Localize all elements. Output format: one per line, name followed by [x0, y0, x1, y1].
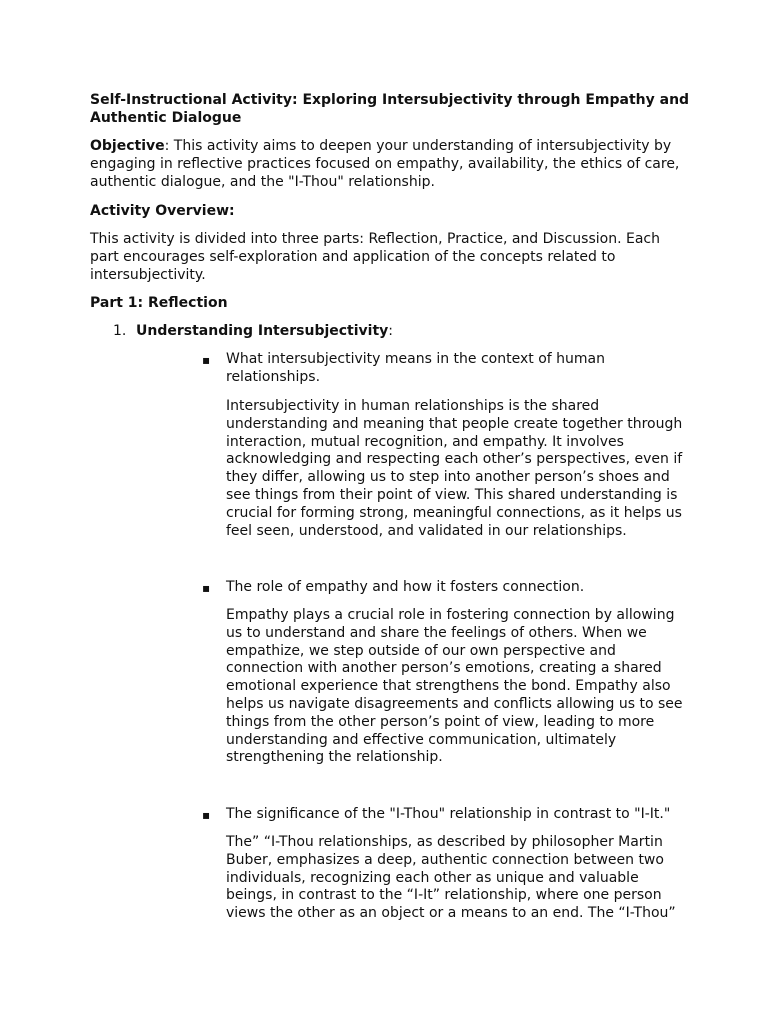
bullet-answer-1: Intersubjectivity in human relationships is the shared understanding and meaning that people create together through interaction, mutual recognition, and empathy. It involves acknowledging and respecting each other’s perspectives, even if they differ, allowing us to step into another person’s shoes and see things from their point of view. This shared understanding is crucial for forming strong, meaningful connections, as it helps us feel seen, understood, and validated in our relationships.	[226, 398, 683, 539]
item-label: Understanding Intersubjectivity	[136, 323, 389, 339]
objective-paragraph	[90, 138, 690, 191]
bullet-answer-2: Empathy plays a crucial role in fostering connection by allowing us to understand and share the feelings of others. When we empathize, we step outside of our own perspective and connection with another person’s emotions, creating a shared emotional experience that strengthens the bond. Empathy also helps us navigate disagreements and conflicts allowing us to see things from the other person’s point of view, leading to more understanding and effective communication, ultimately strengthening the relationship.	[226, 607, 683, 766]
objective-text: : This activity aims to deepen your understanding of intersubjectivity by engaging in reflective practices focused on empathy, availability, the ethics of care, authentic dialogue, and the "I-Thou" relationship.	[90, 138, 680, 190]
overview-paragraph: This activity is divided into three parts: Reflection, Practice, and Discussion. Each part encourages self-exploration and application of the concepts related to intersubjectivity.	[90, 231, 660, 283]
bullet-marker: ▪	[202, 353, 211, 367]
bullet-prompt-3: The significance of the "I-Thou" relationship in contrast to "I-It."	[226, 806, 671, 822]
bullet-answer-3: The” “I-Thou relationships, as described by philosopher Martin Buber, emphasizes a deep, authentic connection between two individuals, recognizing each other as unique and valuable beings, in contrast to the “I-It” relationship, where one person views the other as an object or a means to an end. The “I-Thou”	[226, 834, 676, 922]
numbered-item-1	[113, 323, 673, 341]
bullet-marker: ▪	[202, 808, 211, 822]
bullet-prompt-2: The role of empathy and how it fosters connection.	[226, 579, 585, 595]
overview-heading: Activity Overview:	[90, 203, 235, 219]
part1-heading: Part 1: Reflection	[90, 295, 228, 311]
objective-label: Objective	[90, 138, 165, 154]
bullet-prompt-1: What intersubjectivity means in the context of human relationships.	[226, 351, 605, 385]
item-number: 1.	[113, 323, 127, 339]
document-title: Self-Instructional Activity: Exploring Intersubjectivity through Empathy and Authentic Dialogue	[90, 92, 690, 126]
item-colon: :	[388, 323, 394, 339]
bullet-marker: ▪	[202, 581, 211, 595]
